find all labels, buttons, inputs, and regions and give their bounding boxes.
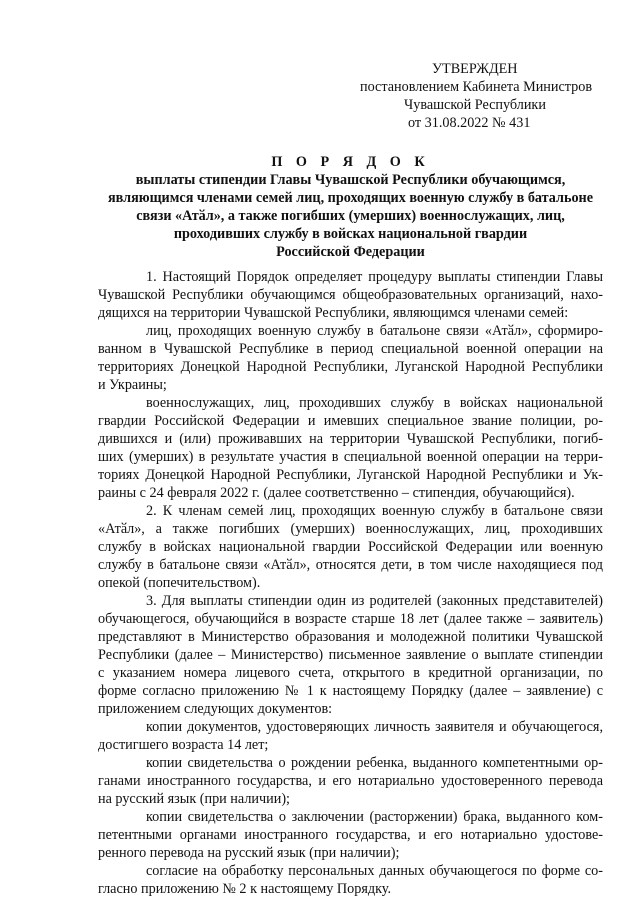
document-body: [98, 268, 603, 898]
body-line: 1. Настоящий Порядок определяет процедуру выплаты стипендии Главы: [146, 269, 603, 285]
body-line: военнослужащих, лиц, проходивших службу в войсках национальной: [146, 395, 603, 411]
approval-label: УТВЕРЖДЕН: [432, 61, 518, 77]
title-heading: П О Р Я Д О К: [271, 154, 430, 170]
body-line: раины с 24 февраля 2022 г. (далее соответственно – стипендия, обучающийся).: [98, 485, 575, 501]
title-line: выплаты стипендии Главы Чувашской Республики обучающимся,: [135, 172, 566, 188]
body-line: достигшего возраста 14 лет;: [98, 737, 269, 753]
body-line: обучающегося, обучающийся в возрасте старше 18 лет (далее также – заявитель): [98, 611, 603, 627]
body-line: дящихся на территории Чувашской Республики, являющимся членами семей:: [98, 305, 569, 321]
body-line: Чувашской Республики обучающимся общеобразовательных организаций, нахо-: [98, 287, 603, 303]
document-title: [98, 153, 603, 261]
body-line: ренного перевода на русский язык (при наличии);: [98, 845, 400, 861]
title-line: проходивших службу в войсках национальной гвардии: [173, 226, 528, 242]
body-line: службу в батальоне связи «Атӑл», относятся дети, в том числе находящиеся под: [98, 557, 603, 573]
body-line: гласно приложению № 2 к настоящему Порядку.: [98, 881, 391, 897]
body-line: копии свидетельства о рождении ребенка, выданного компетентными ор-: [146, 755, 603, 771]
body-line: Республики (далее – Министерство) письменное заявление о выплате стипендии: [98, 647, 603, 663]
approval-republic: Чувашской Республики: [404, 97, 546, 113]
body-line: с указанием номера лицевого счета, открытого в кредитной организации, по: [98, 665, 603, 681]
body-line: службу в войсках национальной гвардии Российской Федерации или военную: [98, 539, 603, 555]
body-line: дившихся и (или) проживавших на территории Чувашской Республики, погиб-: [98, 431, 603, 447]
body-line: петентными органами иностранного государства, и его нотариально удостове-: [98, 827, 603, 843]
approval-issuer: постановлением Кабинета Министров: [360, 79, 593, 95]
body-line: копии документов, удостоверяющих личность заявителя и обучающегося,: [146, 719, 603, 735]
body-line: 3. Для выплаты стипендии один из родителей (законных представителей): [146, 593, 603, 609]
body-line: представляют в Министерство образования и молодежной политики Чувашской: [98, 629, 603, 645]
approval-date-number: от 31.08.2022 № 431: [408, 115, 531, 131]
body-line: ванном в Чувашской Республике в период специальной военной операции на: [98, 341, 603, 357]
body-line: согласие на обработку персональных данных обучающегося по форме со-: [146, 863, 603, 879]
body-line: на русский язык (при наличии);: [98, 791, 290, 807]
body-line: «Атӑл», а также погибших (умерших) военнослужащих, лиц, проходивших: [98, 521, 603, 537]
body-line: территориях Донецкой Народной Республики, Луганской Народной Республики: [98, 359, 603, 375]
body-line: приложением следующих документов:: [98, 701, 333, 717]
title-line: связи «Атӑл», а также погибших (умерших) военнослужащих, лиц,: [136, 208, 565, 224]
body-line: и Украины;: [98, 377, 167, 393]
body-line: 2. К членам семей лиц, проходящих военную службу в батальоне связи: [146, 503, 603, 519]
body-line: лиц, проходящих военную службу в батальоне связи «Атӑл», сформиро-: [146, 323, 603, 339]
title-line: Российской Федерации: [276, 244, 425, 260]
title-line: являющимся членами семей лиц, проходящих военную службу в батальоне: [107, 190, 594, 206]
approval-stamp-block: [352, 60, 612, 132]
body-line: ганами иностранного государства, и его нотариально удостоверенного перевода: [98, 773, 603, 789]
body-line: ториях Донецкой Народной Республики, Луганской Народной Республики и Ук-: [98, 467, 603, 483]
body-line: копии свидетельства о заключении (расторжении) брака, выданного ком-: [146, 809, 603, 825]
body-line: гвардии Российской Федерации и имевших специальное звание полиции, ро-: [98, 413, 603, 429]
body-line: опекой (попечительством).: [98, 575, 261, 591]
body-line: ших (умерших) в результате участия в специальной военной операции на терри-: [98, 449, 603, 465]
body-line: форме согласно приложению № 1 к настоящему Порядку (далее – заявление) с: [98, 683, 603, 699]
